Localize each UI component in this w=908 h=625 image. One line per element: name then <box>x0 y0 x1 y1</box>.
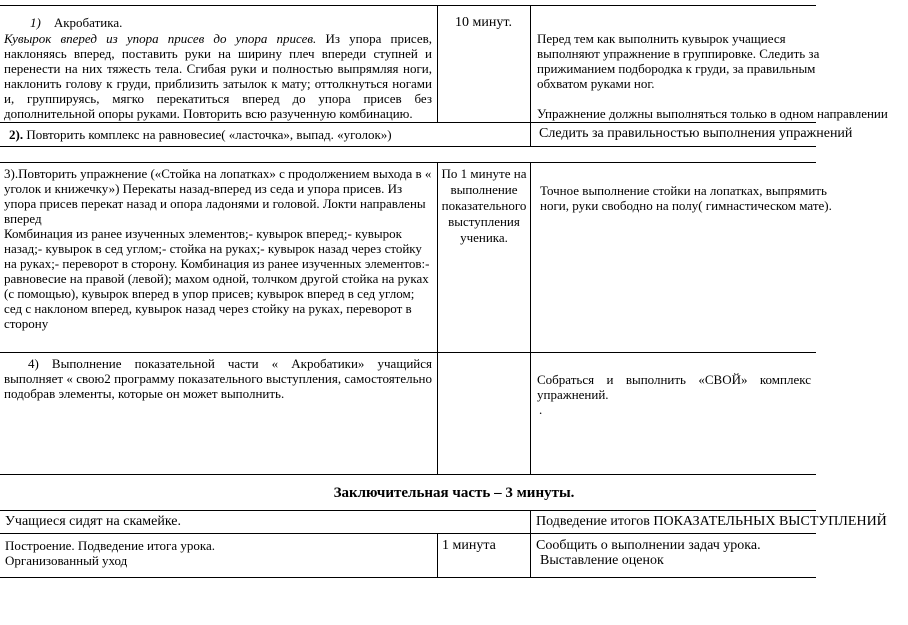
balance-desc: Повторить комплекс на равновесие( «ласточка», выпад. «уголок») <box>26 127 392 142</box>
balance-num: 2). <box>9 127 24 142</box>
acrobatics-italic-lead: Кувырок вперед из упора присев до упора присев. <box>4 31 317 46</box>
shoulder-stand-time <box>440 166 528 246</box>
balance-note-text: Следить за правильностью выполнения упражнений <box>539 126 853 141</box>
shoulder-stand-note-text: Точное выполнение стойки на лопатках, выпрямить ноги, руки свободно на полу( гимнастическом мате). <box>540 183 832 213</box>
shoulder-stand-text-1: 3).Повторить упражнение («Стойка на лопатках» с продолжением выхода в « уголок и книжечку») Перекаты назад-вперед из седа и упора присев. Из упора присев перекат назад и опора ладонями и головой. Локти направлены вперед <box>4 166 432 226</box>
bench-note <box>536 514 887 529</box>
row-border-7 <box>0 533 816 534</box>
acrobatics-time <box>437 15 530 30</box>
closing-time <box>442 538 527 553</box>
acrobatics-time-text: 10 минут. <box>455 15 512 30</box>
closing-text <box>5 538 430 568</box>
closing-text-1: Построение. Подведение итога урока. <box>5 538 215 553</box>
row-border-3 <box>0 162 816 163</box>
shoulder-stand-time-text: По 1 минуте на выполнение показательного выступления ученика. <box>441 166 527 245</box>
closing-note-2: Выставление оценок <box>540 553 664 568</box>
shoulder-stand-text-2: Комбинация из ранее изученных элементов;- кувырок вперед;- кувырок назад;- кувырок в сед углом;- стойка на руках;- кувырок назад через стойку на руках;- переворот в сторону. Комбинация из ранее изученных элементов:- равновесие на правой (левой); махом одной, толчком другой стойка на руках (с помощью), кувырок вперед в упор присев; кувырок вперед в сед углом; сед с наклоном вперед, кувырок назад через стойку на руках, переворот в сторону <box>4 226 430 331</box>
closing-note-1: Сообщить о выполнении задач урока. <box>536 538 761 553</box>
closing-time-text: 1 минута <box>442 538 496 553</box>
acrobatics-note-2: Упражнение должны выполняться только в одном направлении <box>537 106 888 121</box>
acrobatics-heading <box>30 15 430 30</box>
performance-note <box>537 372 811 417</box>
col-border-2 <box>530 5 531 122</box>
balance-note <box>539 126 853 141</box>
col-border-5 <box>530 162 531 474</box>
balance-text <box>9 127 429 142</box>
closing-note <box>536 538 816 568</box>
bench-note-text: Подведение итогов ПОКАЗАТЕЛЬНЫХ ВЫСТУПЛЕНИЙ <box>536 514 887 529</box>
row-border-8 <box>0 577 816 578</box>
final-section-heading-text: Заключительная часть – 3 минуты. <box>333 485 575 501</box>
final-section-heading <box>0 485 908 502</box>
row-border-6 <box>0 510 816 511</box>
shoulder-stand-text <box>4 166 434 331</box>
col-border-3 <box>530 122 531 146</box>
acrobatics-description <box>4 31 432 121</box>
row-border-top <box>0 5 816 6</box>
performance-text-body: 4) Выполнение показательной части « Акробатики» учащийся выполняет « свою2 программу показательного выступления, самостоятельно подобрав элементы, которые он может выполнить. <box>4 356 432 401</box>
row-border-2 <box>0 146 816 147</box>
acrobatics-note <box>537 31 888 121</box>
closing-text-2: Организованный уход <box>5 553 128 568</box>
row-border-1 <box>0 122 816 123</box>
acrobatics-body: Из упора присев, наклоняясь вперед, поставить руки на ширину плеч впереди ступней и перенести на них тяжесть тела. Сгибая руки и полностью выпрямляя ноги, наклонить голову к груди, приблизить затылок к мату; оттолкнуться ногами и, группируясь, мягко перекатиться вперед до упора присев без дополнительной опоры руками. Повторить всю разученную комбинацию. <box>4 31 432 121</box>
row-border-5 <box>0 474 816 475</box>
performance-text <box>4 356 432 401</box>
bench-text-body: Учащиеся сидят на скамейке. <box>5 514 181 529</box>
col-border-4 <box>437 162 438 474</box>
performance-note-text: Собраться и выполнить «СВОЙ» комплекс упражнений. <box>537 372 811 402</box>
shoulder-stand-note <box>537 183 832 213</box>
acrobatics-note-1: Перед тем как выполнить кувырок учащиеся выполняют упражнение в группировке. Следить за прижиманием подбородка к груди, за правильным обхватом руками ног. <box>537 31 820 91</box>
performance-note-dot: . <box>539 402 543 417</box>
col-border-6 <box>530 510 531 577</box>
col-border-7 <box>437 533 438 577</box>
bench-text <box>5 514 430 529</box>
acrobatics-heading-num: 1) <box>30 15 41 30</box>
acrobatics-heading-text: Акробатика. <box>53 15 123 30</box>
row-border-4 <box>0 352 816 353</box>
